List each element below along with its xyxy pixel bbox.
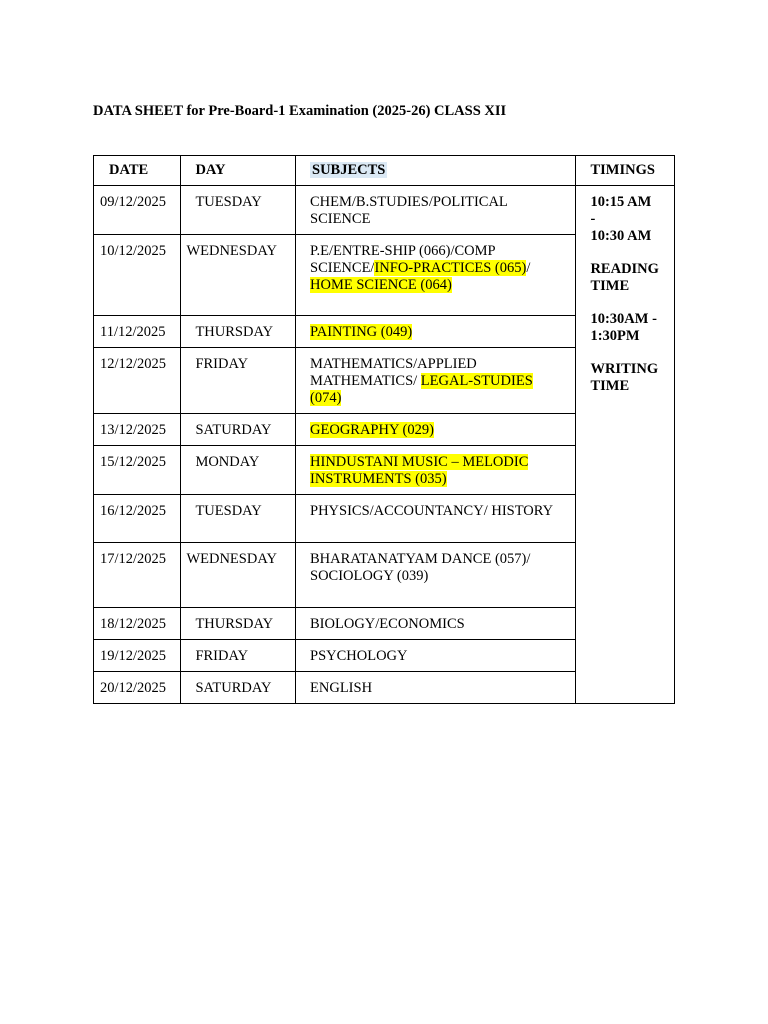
timings-block: [576, 186, 674, 395]
day-text: TUESDAY: [195, 503, 262, 519]
cell-date: [94, 495, 181, 543]
start-time: 10:15 AM: [590, 194, 652, 210]
subject-part: ENGLISH: [310, 680, 373, 696]
highlighted-subject: LEGAL-STUDIES (074): [310, 373, 533, 406]
cell-date: [94, 640, 181, 672]
date-text: 18/12/2025: [100, 616, 167, 632]
highlighted-subject: HOME SCIENCE (064): [310, 277, 452, 293]
cell-subjects: [296, 495, 576, 543]
day-text: SATURDAY: [195, 422, 272, 438]
header-subjects-label: SUBJECTS: [312, 162, 386, 178]
header-subjects: [296, 156, 576, 186]
subjects-text: [296, 348, 575, 413]
subject-part: P.E/ENTRE-SHIP (066)/COMP SCIENCE/: [310, 243, 496, 276]
subjects-text: [296, 235, 575, 300]
cell-date: [94, 446, 181, 495]
document-title: DATA SHEET for Pre-Board-1 Examination (2025-26) CLASS XII: [93, 103, 507, 119]
date-text: 09/12/2025: [100, 194, 167, 210]
subjects-text: [296, 608, 575, 639]
header-day: [181, 156, 296, 186]
header-day-label: DAY: [195, 162, 226, 178]
table-row: [94, 186, 675, 235]
date-text: 13/12/2025: [100, 422, 167, 438]
subjects-text: [296, 186, 575, 234]
day-text: WEDNESDAY: [186, 551, 277, 567]
subjects-text: [296, 495, 575, 526]
cell-date: [94, 608, 181, 640]
cell-day: [181, 672, 296, 704]
cell-date: [94, 672, 181, 704]
cell-day: [181, 316, 296, 348]
cell-timings: [576, 186, 675, 704]
cell-subjects: [296, 608, 576, 640]
day-text: TUESDAY: [195, 194, 262, 210]
header-date-label: DATE: [109, 162, 149, 178]
table-header-row: [94, 156, 675, 186]
subjects-text: [296, 446, 575, 494]
date-text: 20/12/2025: [100, 680, 167, 696]
subjects-text: [296, 414, 575, 445]
cell-day: [181, 235, 296, 316]
date-text: 10/12/2025: [100, 243, 167, 259]
cell-date: [94, 348, 181, 414]
subject-part: BHARATANATYAM DANCE (057)/ SOCIOLOGY (039): [310, 551, 531, 584]
subject-part: CHEM/B.STUDIES/POLITICAL SCIENCE: [310, 194, 508, 227]
cell-day: [181, 446, 296, 495]
date-text: 17/12/2025: [100, 551, 167, 567]
day-text: WEDNESDAY: [186, 243, 277, 259]
cell-date: [94, 186, 181, 235]
subjects-text: [296, 543, 575, 591]
cell-subjects: [296, 672, 576, 704]
cell-subjects: [296, 414, 576, 446]
cell-subjects: [296, 640, 576, 672]
highlighted-subject: INFO-PRACTICES (065): [374, 260, 527, 276]
cell-date: [94, 543, 181, 608]
cell-day: [181, 186, 296, 235]
subjects-text: [296, 640, 575, 671]
writing-time-label: WRITING TIME: [590, 361, 659, 394]
cell-subjects: [296, 186, 576, 235]
cell-day: [181, 608, 296, 640]
cell-day: [181, 414, 296, 446]
day-text: SATURDAY: [195, 680, 272, 696]
cell-date: [94, 235, 181, 316]
day-text: MONDAY: [195, 454, 260, 470]
writing-time-range: 10:30AM - 1:30PM: [590, 311, 657, 344]
exam-schedule-table: [93, 155, 675, 704]
date-text: 12/12/2025: [100, 356, 167, 372]
subject-part: PSYCHOLOGY: [310, 648, 408, 664]
cell-subjects: [296, 348, 576, 414]
date-text: 16/12/2025: [100, 503, 167, 519]
highlighted-subject: PAINTING (049): [310, 324, 413, 340]
header-timings-label: TIMINGS: [590, 162, 655, 178]
header-date: [94, 156, 181, 186]
time-dash: -: [590, 211, 596, 227]
subject-part: BIOLOGY/ECONOMICS: [310, 616, 465, 632]
subjects-text: [296, 316, 575, 347]
reading-time-label: READING TIME: [590, 261, 659, 294]
end-time: 10:30 AM: [590, 228, 652, 244]
cell-day: [181, 640, 296, 672]
subjects-text: [296, 672, 575, 703]
subject-part: PHYSICS/ACCOUNTANCY/ HISTORY: [310, 503, 554, 519]
highlighted-subject: HINDUSTANI MUSIC – MELODIC INSTRUMENTS (035): [310, 454, 529, 487]
cell-subjects: [296, 543, 576, 608]
cell-date: [94, 316, 181, 348]
header-timings: [576, 156, 675, 186]
cell-subjects: [296, 446, 576, 495]
date-text: 15/12/2025: [100, 454, 167, 470]
date-text: 19/12/2025: [100, 648, 167, 664]
day-text: THURSDAY: [195, 324, 274, 340]
cell-date: [94, 414, 181, 446]
day-text: THURSDAY: [195, 616, 274, 632]
subject-part: /: [526, 260, 531, 276]
cell-subjects: [296, 235, 576, 316]
subject-part: MATHEMATICS/APPLIED MATHEMATICS/: [310, 356, 477, 389]
date-text: 11/12/2025: [100, 324, 166, 340]
cell-day: [181, 348, 296, 414]
cell-day: [181, 495, 296, 543]
highlighted-subject: GEOGRAPHY (029): [310, 422, 434, 438]
day-text: FRIDAY: [195, 356, 249, 372]
cell-day: [181, 543, 296, 608]
cell-subjects: [296, 316, 576, 348]
day-text: FRIDAY: [195, 648, 249, 664]
